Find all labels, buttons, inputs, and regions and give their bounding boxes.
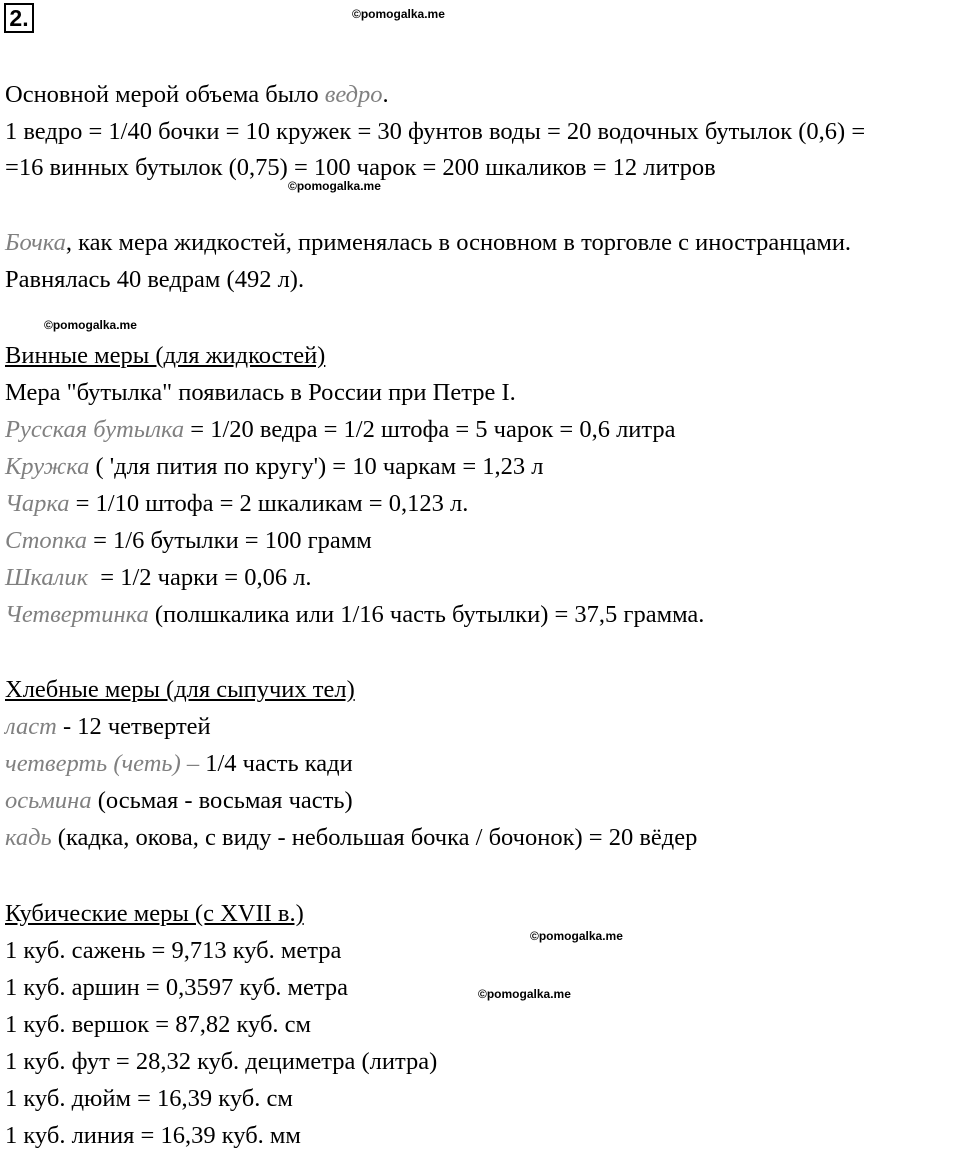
wine-term: Кружка <box>5 453 90 480</box>
watermark: ©pomogalka.me <box>352 7 445 21</box>
cubic-item: 1 куб. аршин = 0,3597 куб. метра <box>5 974 349 1001</box>
watermark: ©pomogalka.me <box>288 179 381 193</box>
wine-text: = 1/2 чарки = 0,06 л. <box>88 564 312 591</box>
grain-item <box>5 823 697 853</box>
barrel-text: , как мера жидкостей, применялась в основном в торговле с иностранцами. <box>65 229 852 256</box>
grain-item <box>5 712 211 742</box>
barrel-line-2: Равнялась 40 ведрам (492 л). <box>5 266 305 293</box>
wine-heading: Винные меры (для жидкостей) <box>5 342 326 369</box>
cubic-item: 1 куб. дюйм = 16,39 куб. см <box>5 1085 293 1112</box>
grain-text: - 12 четвертей <box>56 713 211 740</box>
wine-text: = 1/10 штофа = 2 шкаликам = 0,123 л. <box>69 490 469 517</box>
grain-term: ласт <box>5 713 57 740</box>
wine-term: Шкалик <box>5 564 89 591</box>
wine-term: Русская бутылка <box>5 416 185 443</box>
intro-suffix: . <box>382 81 389 108</box>
intro-prefix: Основной мерой объема было <box>5 81 325 108</box>
cubic-heading: Кубические меры (с XVII в.) <box>5 900 304 927</box>
wine-item <box>5 489 468 519</box>
wine-text: = 1/20 ведра = 1/2 штофа = 5 чарок = 0,6 литра <box>184 416 676 443</box>
watermark: ©pomogalka.me <box>530 929 623 943</box>
grain-text: (кадка, окова, с виду - небольшая бочка / бочонок) = 20 вёдер <box>51 824 698 851</box>
grain-text: (осьмая - восьмая часть) <box>91 787 353 814</box>
wine-intro: Мера "бутылка" появилась в России при Петре I. <box>5 379 516 406</box>
intro-equation-line-1: 1 ведро = 1/40 бочки = 10 кружек = 30 фунтов воды = 20 водочных бутылок (0,6) = <box>5 118 866 145</box>
watermark: ©pomogalka.me <box>478 987 571 1001</box>
wine-item <box>5 452 543 482</box>
cubic-item: 1 куб. вершок = 87,82 куб. см <box>5 1011 312 1038</box>
wine-term: Чарка <box>5 490 70 517</box>
intro-equation-line-2: =16 винных бутылок (0,75) = 100 чарок = 200 шкаликов = 12 литров <box>5 154 716 181</box>
grain-term: четверть (четь) – <box>5 750 200 777</box>
wine-item <box>5 526 372 556</box>
wine-item <box>5 563 312 593</box>
grain-item <box>5 786 353 816</box>
wine-text: (полшкалика или 1/16 часть бутылки) = 37,5 грамма. <box>148 601 705 628</box>
wine-term: Стопка <box>5 527 87 554</box>
term-bochka: Бочка <box>5 229 66 256</box>
intro-line <box>5 80 389 110</box>
wine-term: Четвертинка <box>5 601 149 628</box>
wine-item <box>5 600 704 630</box>
wine-item <box>5 415 676 445</box>
grain-heading: Хлебные меры (для сыпучих тел) <box>5 676 355 703</box>
cubic-item: 1 куб. фут = 28,32 куб. дециметра (литра) <box>5 1048 438 1075</box>
grain-term: кадь <box>5 824 52 851</box>
cubic-item: 1 куб. линия = 16,39 куб. мм <box>5 1122 301 1149</box>
grain-item <box>5 749 353 779</box>
grain-term: осьмина <box>5 787 92 814</box>
grain-text: 1/4 часть кади <box>199 750 353 777</box>
cubic-item: 1 куб. сажень = 9,713 куб. метра <box>5 937 342 964</box>
term-vedro: ведро <box>324 81 383 108</box>
task-number-badge: 2. <box>4 3 34 33</box>
watermark: ©pomogalka.me <box>44 318 137 332</box>
wine-text: ( 'для пития по кругу') = 10 чаркам = 1,23 л <box>89 453 544 480</box>
barrel-line <box>5 228 851 258</box>
wine-text: = 1/6 бутылки = 100 грамм <box>86 527 372 554</box>
